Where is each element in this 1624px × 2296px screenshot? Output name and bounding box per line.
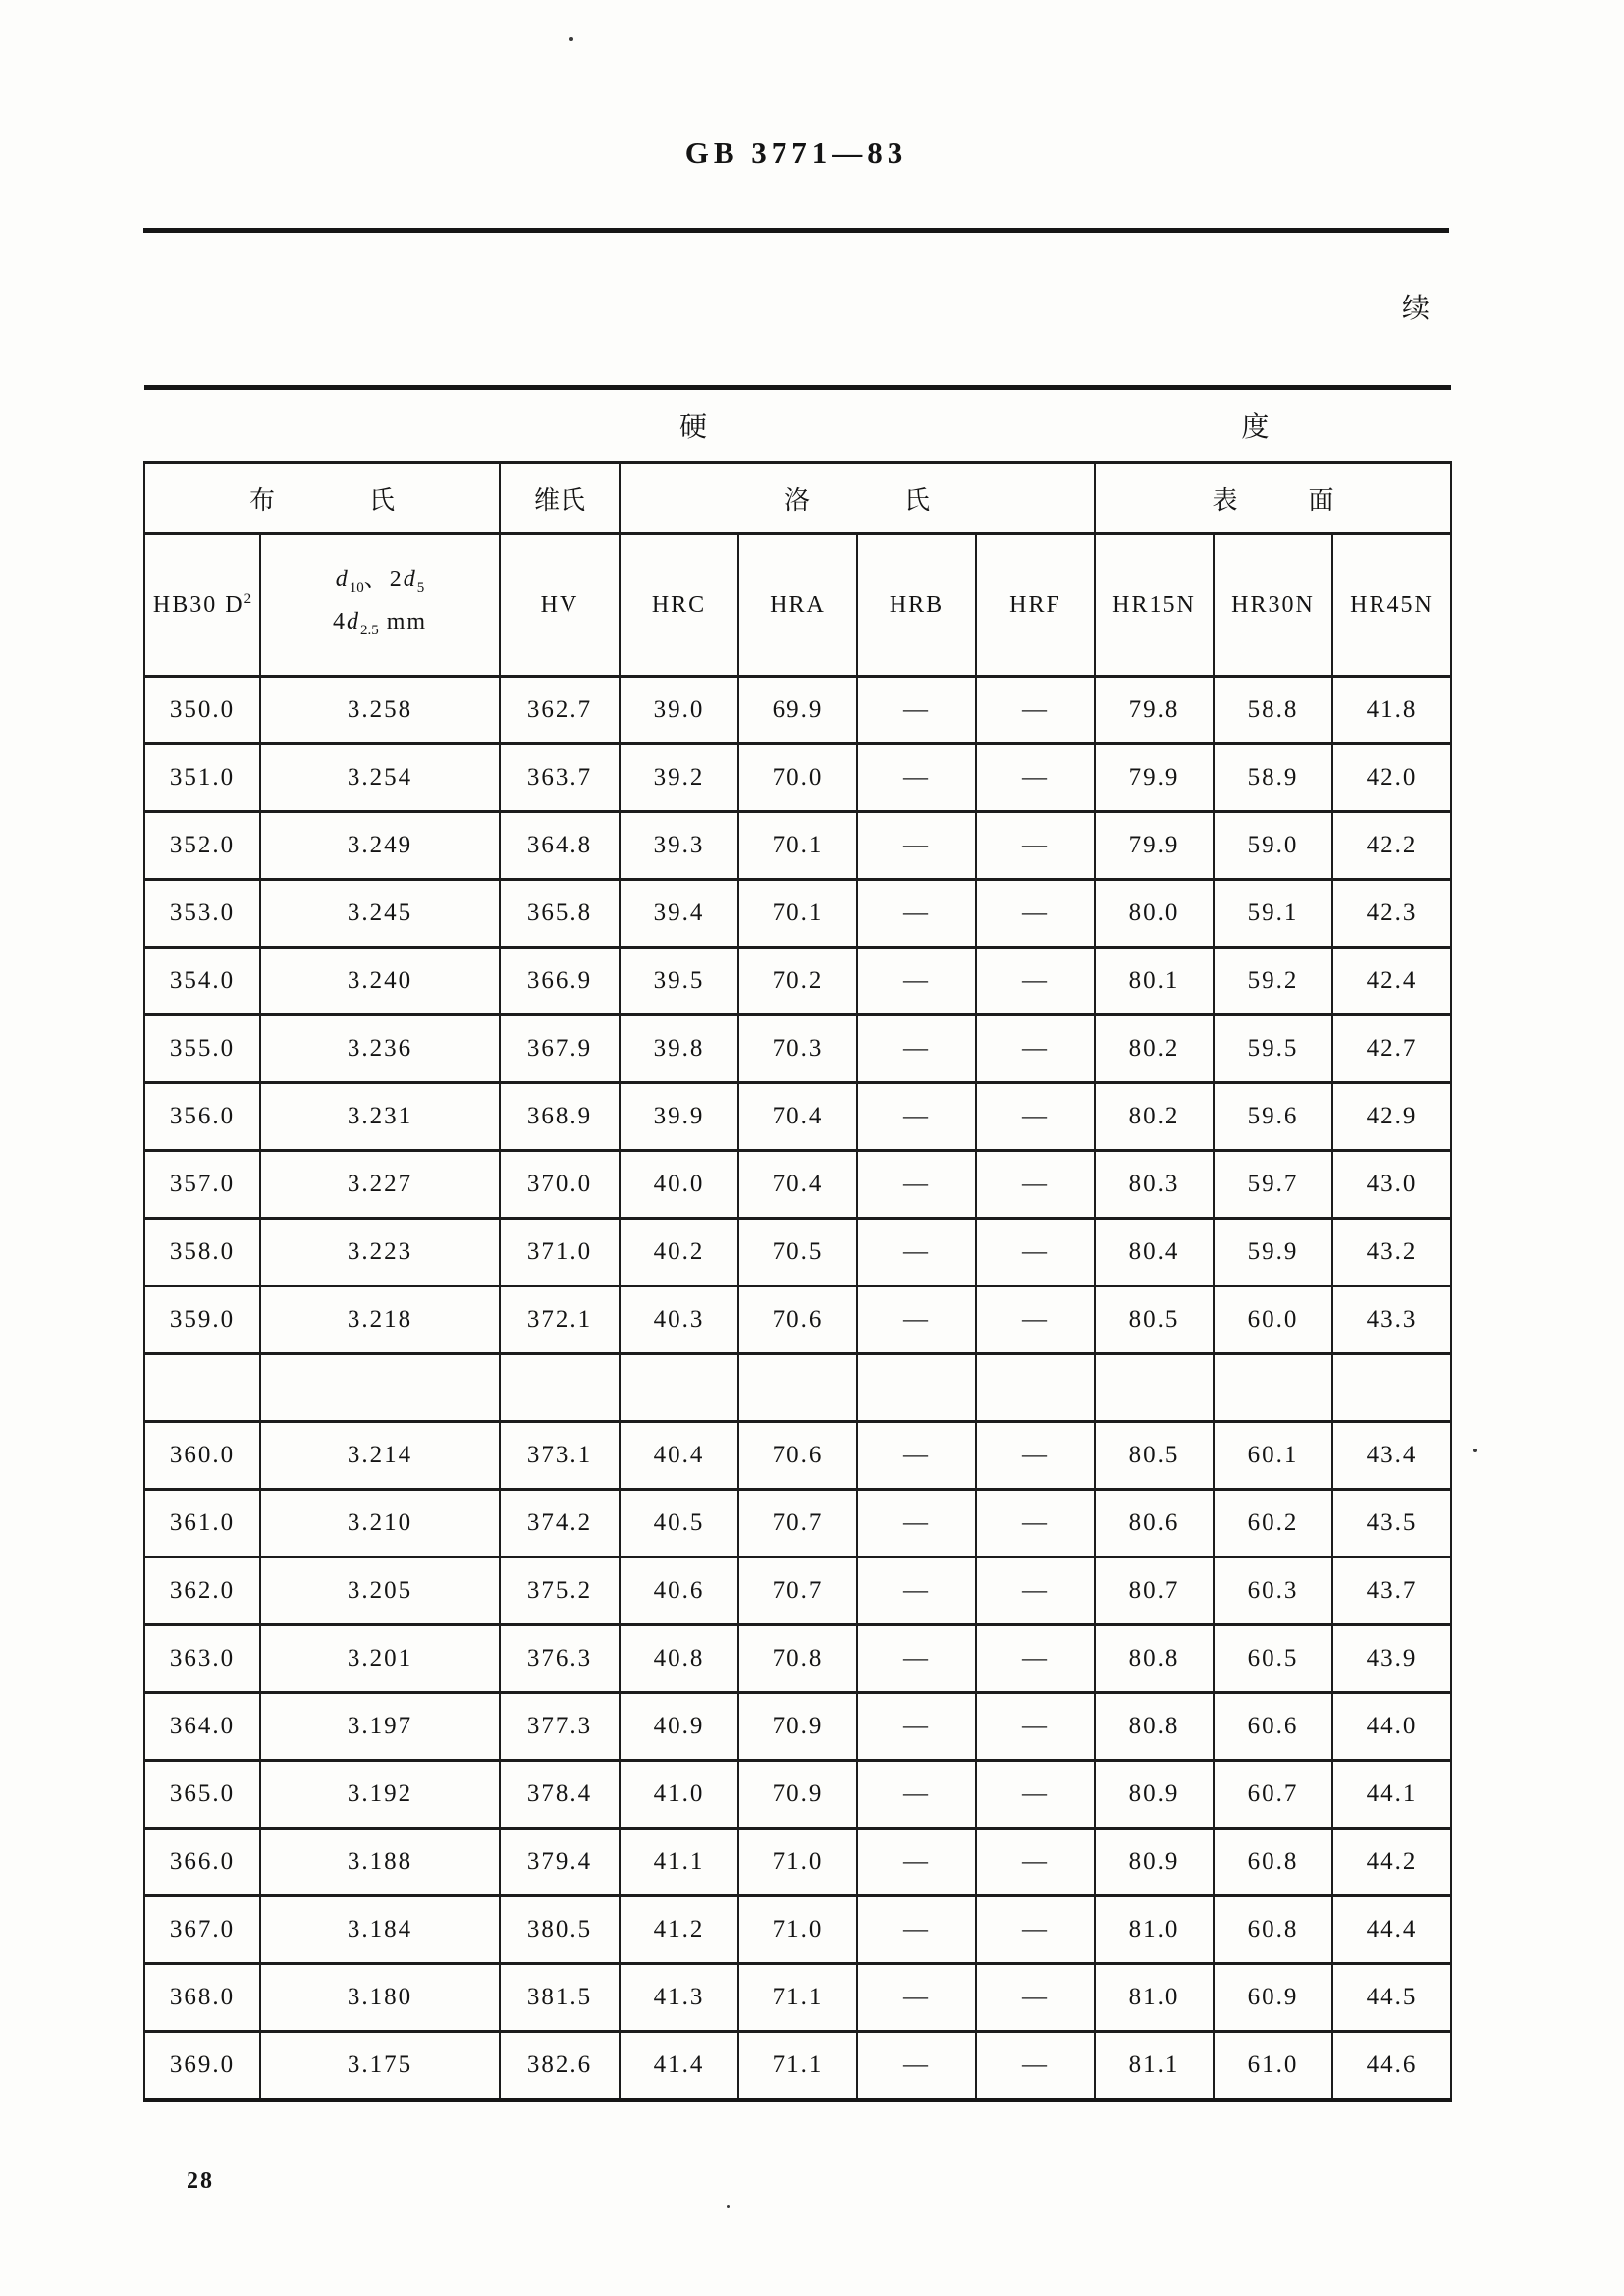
table-cell xyxy=(620,1354,738,1422)
table-cell: 43.7 xyxy=(1332,1558,1451,1625)
table-cell: 80.6 xyxy=(1095,1490,1214,1558)
table-cell xyxy=(738,1354,857,1422)
table-cell: 43.5 xyxy=(1332,1490,1451,1558)
table-row xyxy=(144,1151,1451,1219)
table-cell: 61.0 xyxy=(1214,2032,1332,2101)
table-cell: 81.0 xyxy=(1095,1896,1214,1964)
table-cell: 70.9 xyxy=(738,1693,857,1761)
table-cell: 41.0 xyxy=(620,1761,738,1829)
table-cell: 80.5 xyxy=(1095,1422,1214,1490)
table-cell: 59.9 xyxy=(1214,1219,1332,1286)
table-cell xyxy=(1095,1354,1214,1422)
table-cell: 60.2 xyxy=(1214,1490,1332,1558)
table-cell: — xyxy=(976,1286,1095,1354)
table-cell: — xyxy=(857,1015,976,1083)
column-header-hv: HV xyxy=(500,534,620,677)
table-cell: 39.9 xyxy=(620,1083,738,1151)
table-cell: 364.8 xyxy=(500,812,620,880)
table-cell: 70.7 xyxy=(738,1558,857,1625)
table-cell: — xyxy=(976,948,1095,1015)
d-unit: mm xyxy=(386,609,428,634)
table-cell: — xyxy=(857,1693,976,1761)
table-row xyxy=(144,880,1451,948)
section-brinell-char2: 氏 xyxy=(369,485,396,515)
group-header-cell xyxy=(144,388,1451,463)
table-cell: — xyxy=(857,948,976,1015)
table-cell: 353.0 xyxy=(144,880,260,948)
d5-subscript: 5 xyxy=(416,580,425,596)
table-cell: 41.8 xyxy=(1332,677,1451,744)
table-cell: 3.223 xyxy=(260,1219,500,1286)
section-rockwell-char1: 洛 xyxy=(784,485,810,515)
hb30d2-label: HB30 D xyxy=(152,592,244,618)
table-row xyxy=(144,1761,1451,1829)
table-cell: 59.0 xyxy=(1214,812,1332,880)
table-cell: 373.1 xyxy=(500,1422,620,1490)
table-cell: 70.0 xyxy=(738,744,857,812)
table-cell: 3.227 xyxy=(260,1151,500,1219)
scan-speck xyxy=(727,2205,730,2208)
d-separator: 、2 xyxy=(363,567,404,593)
table-cell: 3.180 xyxy=(260,1964,500,2032)
table-cell: 361.0 xyxy=(144,1490,260,1558)
table-cell: 382.6 xyxy=(500,2032,620,2101)
table-cell: 79.8 xyxy=(1095,677,1214,744)
table-cell: 368.0 xyxy=(144,1964,260,2032)
table-cell: 3.218 xyxy=(260,1286,500,1354)
table-cell: 80.2 xyxy=(1095,1015,1214,1083)
table-cell: 351.0 xyxy=(144,744,260,812)
table-cell: — xyxy=(976,1083,1095,1151)
table-cell: 71.1 xyxy=(738,2032,857,2101)
group-header-hardness-left: 硬 xyxy=(679,412,708,443)
section-vickers xyxy=(500,463,620,534)
table-cell: 43.3 xyxy=(1332,1286,1451,1354)
table-cell: 3.210 xyxy=(260,1490,500,1558)
table-cell: 44.5 xyxy=(1332,1964,1451,2032)
column-header-hrc: HRC xyxy=(620,534,738,677)
column-header-hrf: HRF xyxy=(976,534,1095,677)
table-cell: — xyxy=(976,1219,1095,1286)
d10-symbol: d xyxy=(335,567,350,593)
table-cell: 3.205 xyxy=(260,1558,500,1625)
table-cell: 352.0 xyxy=(144,812,260,880)
table-row xyxy=(144,1015,1451,1083)
table-cell: 80.4 xyxy=(1095,1219,1214,1286)
table-cell: — xyxy=(857,1286,976,1354)
table-cell: 59.6 xyxy=(1214,1083,1332,1151)
table-cell: 350.0 xyxy=(144,677,260,744)
section-vickers-label: 维氏 xyxy=(533,485,585,515)
table-cell: 376.3 xyxy=(500,1625,620,1693)
table-cell: 42.2 xyxy=(1332,812,1451,880)
table-cell: 80.9 xyxy=(1095,1761,1214,1829)
table-cell: 42.3 xyxy=(1332,880,1451,948)
table-cell: — xyxy=(976,1490,1095,1558)
section-superficial xyxy=(1095,463,1451,534)
table-cell: — xyxy=(976,744,1095,812)
table-cell: 44.1 xyxy=(1332,1761,1451,1829)
column-header-hrb: HRB xyxy=(857,534,976,677)
d5-symbol: d xyxy=(403,567,417,593)
table-cell: 380.5 xyxy=(500,1896,620,1964)
table-cell: — xyxy=(976,1015,1095,1083)
table-cell: 44.2 xyxy=(1332,1829,1451,1896)
table-cell: 60.1 xyxy=(1214,1422,1332,1490)
hb30d2-exponent: 2 xyxy=(244,591,252,607)
table-cell: 60.7 xyxy=(1214,1761,1332,1829)
table-cell: 42.0 xyxy=(1332,744,1451,812)
table-body xyxy=(144,677,1451,2101)
table-cell: 42.4 xyxy=(1332,948,1451,1015)
d25-subscript: 2.5 xyxy=(359,622,379,638)
table-cell: 40.3 xyxy=(620,1286,738,1354)
table-cell: 40.4 xyxy=(620,1422,738,1490)
scan-speck xyxy=(569,37,573,41)
table-cell: — xyxy=(857,1083,976,1151)
table-cell: 39.5 xyxy=(620,948,738,1015)
table-cell: 70.4 xyxy=(738,1083,857,1151)
hardness-conversion-table xyxy=(143,385,1452,2102)
table-cell: 59.1 xyxy=(1214,880,1332,948)
table-cell: 70.1 xyxy=(738,880,857,948)
table-cell: 43.0 xyxy=(1332,1151,1451,1219)
table-cell: 365.8 xyxy=(500,880,620,948)
table-cell: 60.9 xyxy=(1214,1964,1332,2032)
table-cell xyxy=(857,1354,976,1422)
table-cell: 381.5 xyxy=(500,1964,620,2032)
table-row xyxy=(144,1083,1451,1151)
table-cell: 365.0 xyxy=(144,1761,260,1829)
table-cell: 371.0 xyxy=(500,1219,620,1286)
section-superficial-char2: 面 xyxy=(1308,485,1334,515)
table-cell: 80.3 xyxy=(1095,1151,1214,1219)
table-cell: — xyxy=(976,1693,1095,1761)
table-cell: 71.0 xyxy=(738,1896,857,1964)
table-cell: 70.1 xyxy=(738,812,857,880)
table-cell: — xyxy=(976,1151,1095,1219)
scan-speck xyxy=(1473,1449,1477,1452)
table-cell: 59.7 xyxy=(1214,1151,1332,1219)
table-cell: 3.231 xyxy=(260,1083,500,1151)
table-cell xyxy=(260,1354,500,1422)
section-header-row xyxy=(144,463,1451,534)
table-cell: 81.0 xyxy=(1095,1964,1214,2032)
section-brinell-char1: 布 xyxy=(248,485,275,515)
section-superficial-char1: 表 xyxy=(1212,485,1238,515)
table-cell: 3.258 xyxy=(260,677,500,744)
table-cell: 70.5 xyxy=(738,1219,857,1286)
section-brinell xyxy=(144,463,500,534)
table-cell: 80.5 xyxy=(1095,1286,1214,1354)
table-row xyxy=(144,812,1451,880)
table-cell: 60.3 xyxy=(1214,1558,1332,1625)
continued-label: 续 xyxy=(1401,294,1430,324)
column-header-hr15n: HR15N xyxy=(1095,534,1214,677)
table-cell: 70.2 xyxy=(738,948,857,1015)
table-cell: — xyxy=(857,1761,976,1829)
table-row xyxy=(144,744,1451,812)
table-cell: 70.7 xyxy=(738,1490,857,1558)
table-cell: 39.8 xyxy=(620,1015,738,1083)
table-cell: 80.7 xyxy=(1095,1558,1214,1625)
table-cell: — xyxy=(976,880,1095,948)
table-row xyxy=(144,1490,1451,1558)
table-cell: 378.4 xyxy=(500,1761,620,1829)
table-cell: 39.3 xyxy=(620,812,738,880)
table-cell: 43.4 xyxy=(1332,1422,1451,1490)
table-cell: 355.0 xyxy=(144,1015,260,1083)
table-cell: 60.6 xyxy=(1214,1693,1332,1761)
table-cell: 79.9 xyxy=(1095,812,1214,880)
table-cell: 356.0 xyxy=(144,1083,260,1151)
table-cell: 44.4 xyxy=(1332,1896,1451,1964)
table-cell: 80.8 xyxy=(1095,1693,1214,1761)
standard-code: GB 3771—83 xyxy=(684,136,908,170)
table-cell: — xyxy=(857,1422,976,1490)
table-cell: 59.5 xyxy=(1214,1015,1332,1083)
table-cell: 79.9 xyxy=(1095,744,1214,812)
table-cell: 58.9 xyxy=(1214,744,1332,812)
table-cell: 80.9 xyxy=(1095,1829,1214,1896)
table-cell: 354.0 xyxy=(144,948,260,1015)
table-row xyxy=(144,1625,1451,1693)
title-rule xyxy=(143,228,1449,233)
table-cell xyxy=(1214,1354,1332,1422)
table-cell: — xyxy=(857,1151,976,1219)
table-cell: 379.4 xyxy=(500,1829,620,1896)
table-cell: 40.6 xyxy=(620,1558,738,1625)
table-cell: 80.1 xyxy=(1095,948,1214,1015)
table-cell: 70.6 xyxy=(738,1422,857,1490)
table-cell: 39.4 xyxy=(620,880,738,948)
table-cell: 367.9 xyxy=(500,1015,620,1083)
d25-symbol: d xyxy=(346,609,360,634)
table-cell: 43.2 xyxy=(1332,1219,1451,1286)
table-cell: 71.1 xyxy=(738,1964,857,2032)
table-cell: — xyxy=(857,1829,976,1896)
table-cell: 3.254 xyxy=(260,744,500,812)
table-row xyxy=(144,1558,1451,1625)
table-cell: — xyxy=(976,1761,1095,1829)
table-cell: 377.3 xyxy=(500,1693,620,1761)
table-cell: 39.2 xyxy=(620,744,738,812)
table-cell: 363.7 xyxy=(500,744,620,812)
table-cell: — xyxy=(976,1625,1095,1693)
group-header-hardness-right: 度 xyxy=(1241,412,1270,443)
table-row xyxy=(144,1964,1451,2032)
table-cell: 3.240 xyxy=(260,948,500,1015)
table-cell: 44.0 xyxy=(1332,1693,1451,1761)
table-cell: 362.0 xyxy=(144,1558,260,1625)
section-rockwell xyxy=(620,463,1095,534)
table-cell: — xyxy=(857,744,976,812)
table-cell: 60.0 xyxy=(1214,1286,1332,1354)
table-cell: — xyxy=(976,1829,1095,1896)
table-row xyxy=(144,1896,1451,1964)
table-cell: 60.5 xyxy=(1214,1625,1332,1693)
table-cell: — xyxy=(857,880,976,948)
table-cell: 43.9 xyxy=(1332,1625,1451,1693)
group-header-row xyxy=(144,388,1451,463)
column-header-hb30d2 xyxy=(144,534,260,677)
table-header xyxy=(144,388,1451,677)
table-cell xyxy=(976,1354,1095,1422)
table-cell: 3.236 xyxy=(260,1015,500,1083)
table-cell: 3.192 xyxy=(260,1761,500,1829)
table-cell: — xyxy=(976,812,1095,880)
table-cell: 3.214 xyxy=(260,1422,500,1490)
table-cell: 80.0 xyxy=(1095,880,1214,948)
table-cell: 366.0 xyxy=(144,1829,260,1896)
table-cell: 368.9 xyxy=(500,1083,620,1151)
table-cell: 80.8 xyxy=(1095,1625,1214,1693)
table-cell: 70.3 xyxy=(738,1015,857,1083)
table-cell: 44.6 xyxy=(1332,2032,1451,2101)
table-cell: — xyxy=(976,1896,1095,1964)
table-cell: — xyxy=(857,1896,976,1964)
table-cell: 71.0 xyxy=(738,1829,857,1896)
table-cell: 3.188 xyxy=(260,1829,500,1896)
table-cell: 70.6 xyxy=(738,1286,857,1354)
table-cell: 40.2 xyxy=(620,1219,738,1286)
table-cell: 40.0 xyxy=(620,1151,738,1219)
table-cell: 69.9 xyxy=(738,677,857,744)
table-cell: 42.7 xyxy=(1332,1015,1451,1083)
table-cell: 60.8 xyxy=(1214,1829,1332,1896)
table-cell: 357.0 xyxy=(144,1151,260,1219)
table-cell: 367.0 xyxy=(144,1896,260,1964)
column-header-hra: HRA xyxy=(738,534,857,677)
section-rockwell-char2: 氏 xyxy=(904,485,931,515)
table-cell: 372.1 xyxy=(500,1286,620,1354)
table-cell: 369.0 xyxy=(144,2032,260,2101)
table-row xyxy=(144,1422,1451,1490)
table-cell: 3.201 xyxy=(260,1625,500,1693)
column-header-hr45n: HR45N xyxy=(1332,534,1451,677)
table-cell: 358.0 xyxy=(144,1219,260,1286)
table-cell: 374.2 xyxy=(500,1490,620,1558)
table-cell: 375.2 xyxy=(500,1558,620,1625)
table-cell: 370.0 xyxy=(500,1151,620,1219)
table-cell: 366.9 xyxy=(500,948,620,1015)
column-header-row xyxy=(144,534,1451,677)
table-row xyxy=(144,1219,1451,1286)
table-cell: 41.3 xyxy=(620,1964,738,2032)
table-cell: 3.175 xyxy=(260,2032,500,2101)
table-cell: 3.245 xyxy=(260,880,500,948)
table-cell: 81.1 xyxy=(1095,2032,1214,2101)
table-cell: — xyxy=(857,1490,976,1558)
table-cell: 59.2 xyxy=(1214,948,1332,1015)
table-cell: 60.8 xyxy=(1214,1896,1332,1964)
table-row xyxy=(144,677,1451,744)
table-row xyxy=(144,1286,1451,1354)
table-cell: 40.9 xyxy=(620,1693,738,1761)
table-cell: — xyxy=(857,2032,976,2101)
table-cell: — xyxy=(857,1625,976,1693)
d25-coefficient: 4 xyxy=(332,609,347,634)
table-cell: — xyxy=(857,1219,976,1286)
table-cell: — xyxy=(976,2032,1095,2101)
table-row xyxy=(144,1693,1451,1761)
table-cell: 70.9 xyxy=(738,1761,857,1829)
table-row-blank xyxy=(144,1354,1451,1422)
table-cell: 3.249 xyxy=(260,812,500,880)
table-cell: 3.184 xyxy=(260,1896,500,1964)
table-cell: 58.8 xyxy=(1214,677,1332,744)
table-cell: 359.0 xyxy=(144,1286,260,1354)
table-cell: 70.4 xyxy=(738,1151,857,1219)
table-row xyxy=(144,2032,1451,2101)
table-cell: — xyxy=(857,812,976,880)
column-header-hr30n: HR30N xyxy=(1214,534,1332,677)
table-cell xyxy=(1332,1354,1451,1422)
table-cell: 360.0 xyxy=(144,1422,260,1490)
table-cell: 80.2 xyxy=(1095,1083,1214,1151)
table-cell: — xyxy=(857,677,976,744)
table-cell xyxy=(500,1354,620,1422)
table-cell: — xyxy=(976,677,1095,744)
page-number: 28 xyxy=(187,2168,214,2194)
d10-subscript: 10 xyxy=(349,580,364,596)
table-row xyxy=(144,948,1451,1015)
table-cell: — xyxy=(976,1558,1095,1625)
table-cell: 41.2 xyxy=(620,1896,738,1964)
table-cell: — xyxy=(976,1422,1095,1490)
table-cell: 40.5 xyxy=(620,1490,738,1558)
table-cell: 364.0 xyxy=(144,1693,260,1761)
table-cell: 40.8 xyxy=(620,1625,738,1693)
table-cell: — xyxy=(857,1964,976,2032)
table-cell: 41.4 xyxy=(620,2032,738,2101)
table-cell: 42.9 xyxy=(1332,1083,1451,1151)
table-cell: 41.1 xyxy=(620,1829,738,1896)
table-cell xyxy=(144,1354,260,1422)
table-row xyxy=(144,1829,1451,1896)
table-cell: 363.0 xyxy=(144,1625,260,1693)
table-cell: 3.197 xyxy=(260,1693,500,1761)
table-cell: 362.7 xyxy=(500,677,620,744)
table-cell: — xyxy=(857,1558,976,1625)
table-cell: — xyxy=(976,1964,1095,2032)
table-cell: 39.0 xyxy=(620,677,738,744)
table-cell: 70.8 xyxy=(738,1625,857,1693)
column-header-indentation-diameter xyxy=(260,534,500,677)
